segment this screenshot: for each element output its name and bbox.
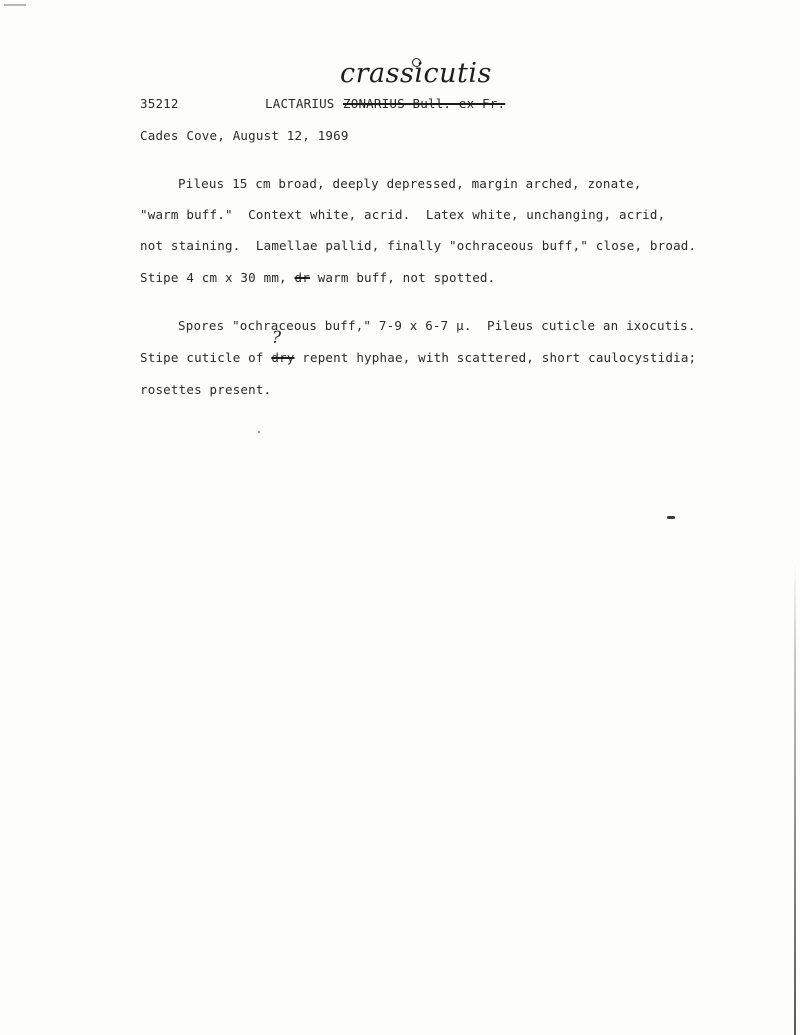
microscopy-line: rosettes present. <box>140 382 272 397</box>
scan-speck <box>667 516 675 519</box>
microscopy-text: Stipe cuticle of <box>140 350 272 365</box>
scan-speck <box>258 431 260 433</box>
locality-date-line: Cades Cove, August 12, 1969 <box>140 128 349 143</box>
struck-word: dry <box>271 350 295 365</box>
accession-number: 35212 <box>140 96 179 111</box>
scan-speck <box>4 4 26 6</box>
description-line: not staining. Lamellae pallid, finally "ochraceous buff," close, broad. <box>140 238 697 253</box>
microscopy-text: repent hyphae, with scattered, short caulocystidia; <box>294 350 697 365</box>
description-line: Pileus 15 cm broad, deeply depressed, margin arched, zonate, <box>178 176 642 191</box>
description-line <box>140 270 495 285</box>
struck-epithet: ZONARIUS Bull. ex Fr. <box>343 96 506 111</box>
genus-name: LACTARIUS <box>265 96 335 111</box>
description-text: warm buff, not spotted. <box>309 270 496 285</box>
struck-word: dr <box>294 270 310 285</box>
handwritten-epithet: crassicutis <box>340 58 492 89</box>
description-line: "warm buff." Context white, acrid. Latex white, unchanging, acrid, <box>140 207 666 222</box>
handwritten-query-mark: ? <box>272 328 282 348</box>
scan-edge-shadow <box>794 560 796 1035</box>
microscopy-line: Spores "ochraceous buff," 7-9 x 6-7 µ. Pileus cuticle an ixocutis. <box>178 318 696 333</box>
description-text: Stipe 4 cm x 30 mm, <box>140 270 295 285</box>
microscopy-line <box>140 350 696 365</box>
handwritten-ring-mark <box>412 58 421 67</box>
